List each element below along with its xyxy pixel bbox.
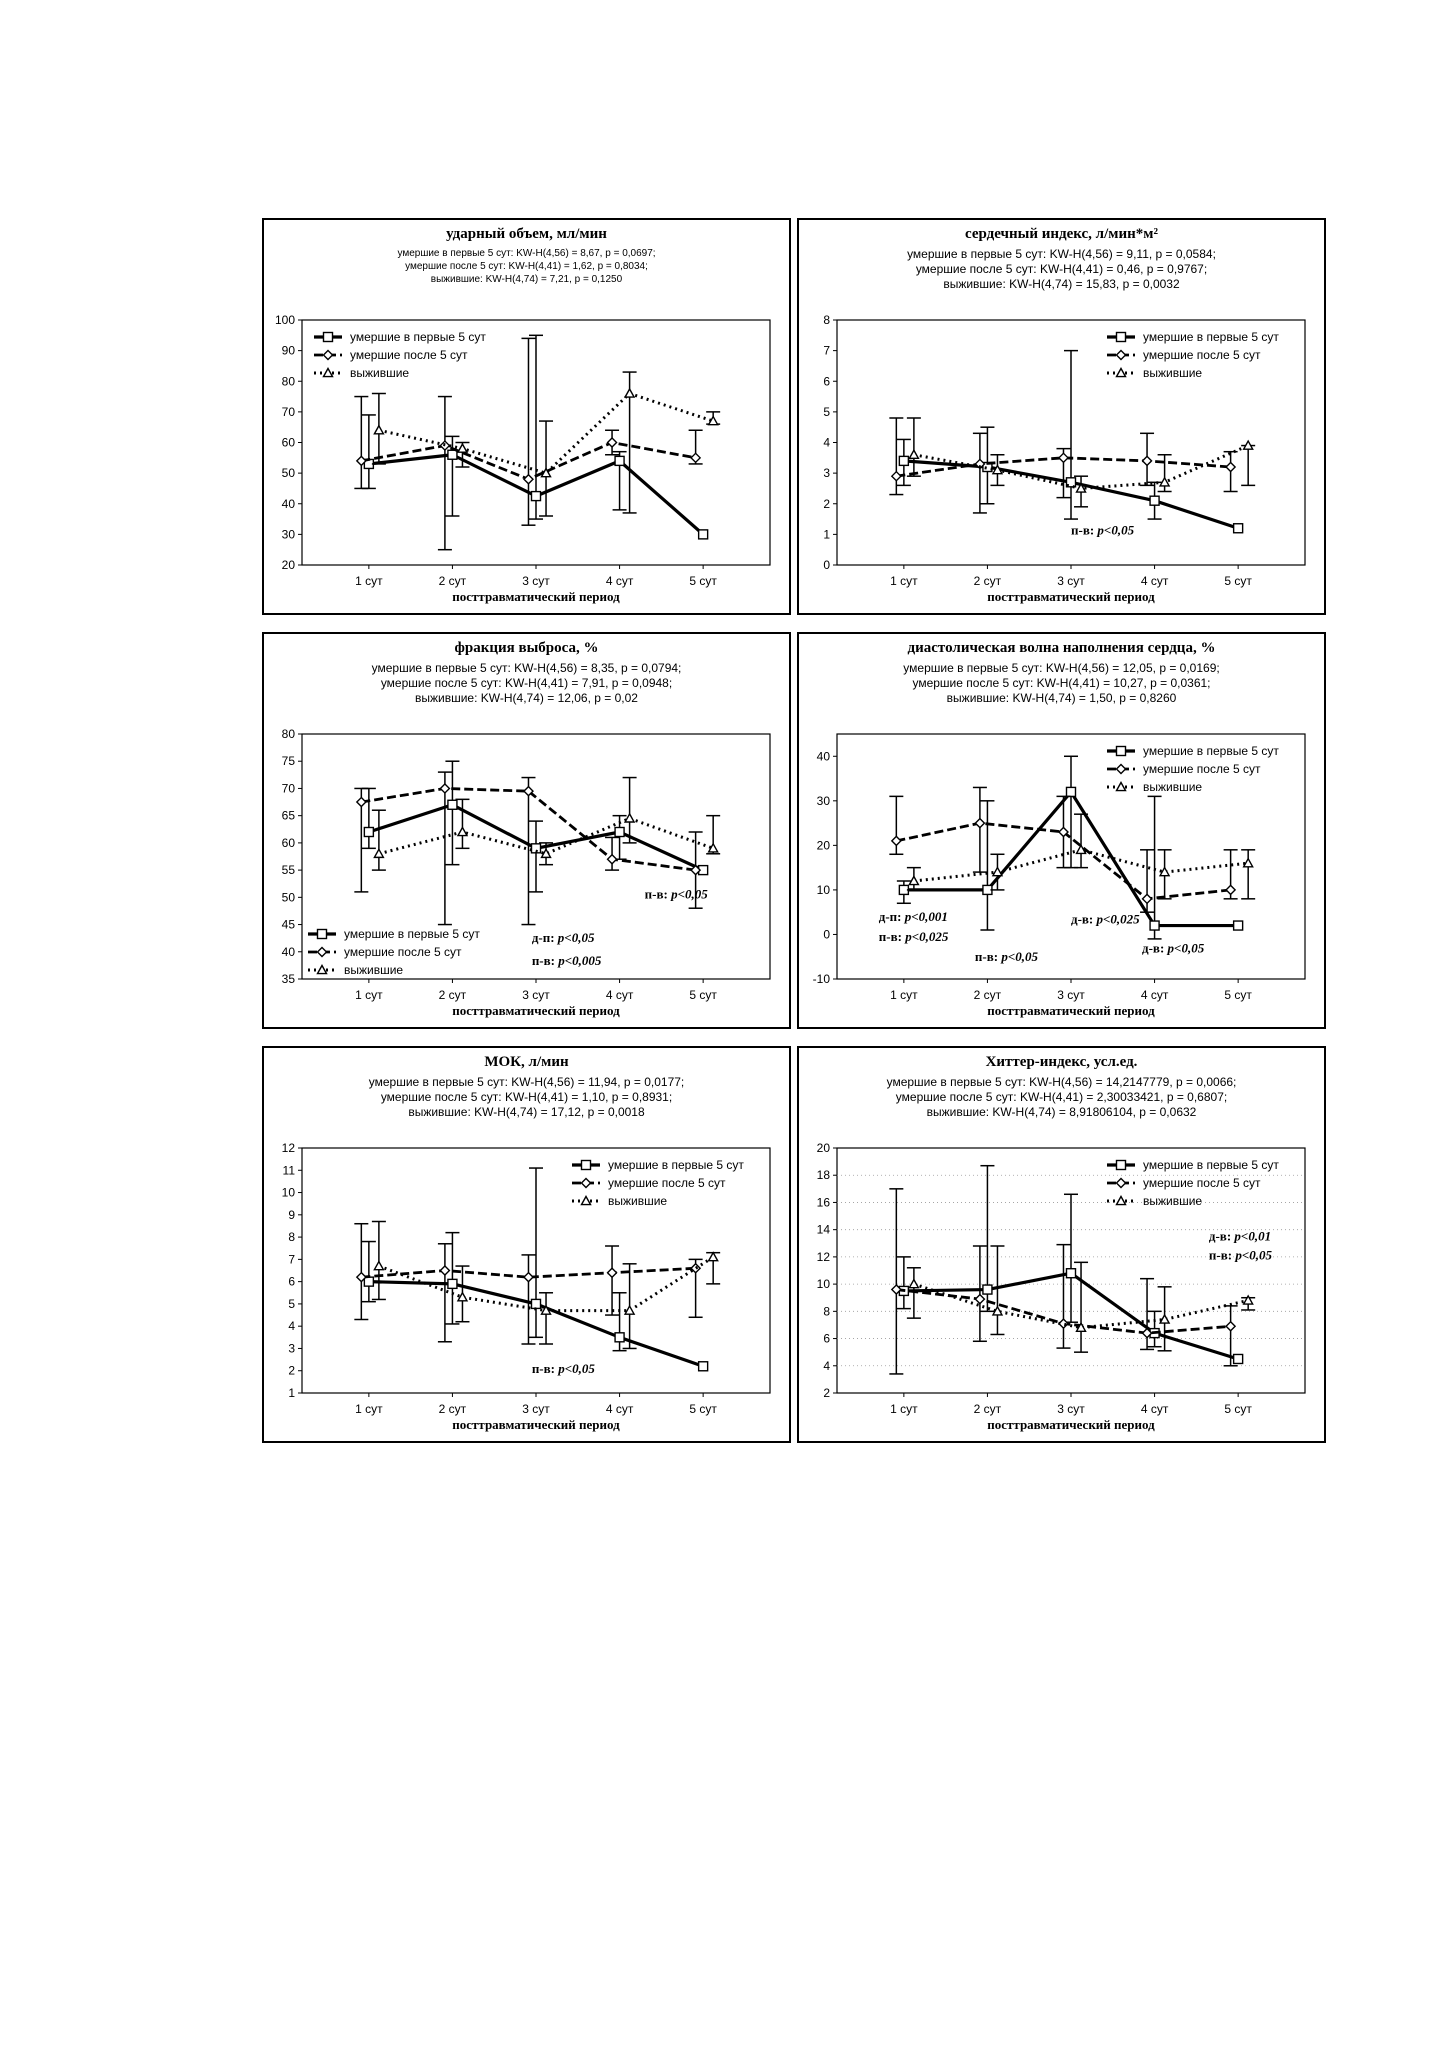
legend-swatch-marker <box>582 1161 591 1170</box>
legend-label: выжившие <box>1143 1194 1203 1208</box>
data-point <box>1226 463 1235 472</box>
chart-title: Хиттер-индекс, усл.ед. <box>985 1054 1138 1070</box>
x-axis-label: посттравматический период <box>452 1003 620 1018</box>
y-tick-label: 0 <box>823 927 830 942</box>
annotation-prefix: д-п: <box>531 929 558 945</box>
legend-swatch-marker <box>1117 351 1126 360</box>
legend-label: умершие в первые 5 сут <box>1143 330 1279 344</box>
stats-line: умершие после 5 сут: KW-H(4,41) = 2,30033421, p = 0,6807; <box>895 1090 1228 1104</box>
data-point <box>699 530 708 539</box>
chart-panel-diastolic-wave <box>797 632 1326 1029</box>
data-point <box>458 828 467 836</box>
series-survived <box>372 372 720 516</box>
y-tick-label: 45 <box>281 917 295 932</box>
data-point <box>1234 1354 1243 1363</box>
series-died-late <box>889 787 1237 912</box>
legend <box>1107 744 1279 794</box>
significance-annotation <box>1209 1229 1271 1244</box>
data-point <box>374 1262 383 1270</box>
series-survived <box>372 778 720 871</box>
data-point <box>909 450 918 458</box>
annotation-pvalue: p<0,001 <box>904 909 948 925</box>
chart-stats <box>799 1075 1324 1120</box>
data-point <box>983 1285 992 1294</box>
stats-line: умершие после 5 сут: KW-H(4,41) = 1,10, p = 0,8931; <box>380 1090 673 1104</box>
data-point <box>691 453 700 462</box>
data-point <box>625 1306 634 1314</box>
data-point <box>1143 894 1152 903</box>
y-tick-label: 20 <box>816 838 830 853</box>
y-tick-label: 50 <box>281 890 295 905</box>
stats-line: умершие в первые 5 сут: KW-H(4,56) = 8,67, p = 0,0697; <box>397 248 656 259</box>
annotation-prefix: п-в: <box>531 952 559 968</box>
legend-swatch-marker <box>1117 765 1126 774</box>
y-tick-label: 2 <box>288 1363 295 1378</box>
legend-swatch-marker <box>1117 1179 1126 1188</box>
chart-stats <box>264 661 789 706</box>
legend-swatch-marker <box>582 1197 591 1205</box>
x-tick-label: 5 сут <box>689 988 717 1002</box>
stats-line: выжившие: KW-H(4,74) = 8,91806104, p = 0,0632 <box>926 1105 1197 1119</box>
x-tick-label: 4 сут <box>605 574 634 588</box>
significance-annotation <box>879 929 949 944</box>
data-point <box>975 819 984 828</box>
series-died-early <box>362 761 708 892</box>
y-tick-label: 9 <box>288 1207 295 1222</box>
data-point <box>524 1273 533 1282</box>
legend-label: выжившие <box>350 366 410 380</box>
y-tick-label: 7 <box>823 343 830 358</box>
data-point <box>1234 921 1243 930</box>
x-tick-label: 5 сут <box>689 1402 717 1416</box>
y-tick-label: 12 <box>281 1141 295 1155</box>
significance-annotation <box>879 909 948 924</box>
data-point <box>440 1266 449 1275</box>
x-tick-label: 1 сут <box>890 1402 918 1416</box>
legend <box>308 927 480 977</box>
series-survived <box>907 1246 1255 1352</box>
x-tick-label: 4 сут <box>1140 988 1169 1002</box>
y-tick-label: 20 <box>816 1141 830 1155</box>
data-point <box>448 1279 457 1288</box>
y-tick-label: 55 <box>281 863 295 878</box>
stats-line: выжившие: KW-H(4,74) = 15,83, p = 0,0032 <box>943 277 1180 291</box>
y-tick-label: 70 <box>281 781 295 796</box>
series-died-late <box>889 1189 1237 1374</box>
chart-title: ударный объем, мл/мин <box>446 226 607 242</box>
series-died-late <box>889 418 1237 513</box>
legend-label: умершие после 5 сут <box>1143 762 1261 776</box>
stats-line: умершие в первые 5 сут: KW-H(4,56) = 11,94, p = 0,0177; <box>368 1075 685 1089</box>
y-tick-label: 8 <box>823 1304 830 1319</box>
y-tick-label: 5 <box>823 404 830 419</box>
data-point <box>374 849 383 857</box>
data-point <box>364 1277 373 1286</box>
x-tick-label: 3 сут <box>1057 1402 1085 1416</box>
data-point <box>532 492 541 501</box>
annotation-pvalue: p<0,05 <box>1235 1247 1272 1263</box>
annotation-pvalue: p<0,025 <box>905 929 949 945</box>
x-tick-label: 4 сут <box>605 1402 634 1416</box>
y-tick-label: 4 <box>823 1358 830 1373</box>
y-tick-label: 5 <box>288 1296 295 1311</box>
annotation-pvalue: p<0,05 <box>557 929 595 945</box>
annotation-prefix: п-в: <box>1071 522 1098 538</box>
y-tick-label: 6 <box>823 1331 830 1346</box>
data-point <box>975 1295 984 1304</box>
legend <box>1107 1158 1279 1208</box>
y-tick-label: 80 <box>281 727 295 741</box>
data-point <box>615 456 624 465</box>
annotation-pvalue: p<0,05 <box>671 886 708 902</box>
y-tick-label: 75 <box>281 754 295 769</box>
data-point <box>608 438 617 447</box>
annotation-pvalue: p<0,05 <box>558 1360 595 1376</box>
data-point <box>1226 1322 1235 1331</box>
significance-annotation <box>532 1361 596 1376</box>
y-tick-label: 2 <box>823 1386 830 1400</box>
series-survived <box>372 1222 720 1349</box>
chart-stats <box>264 247 789 286</box>
significance-annotation <box>532 953 602 968</box>
series-survived <box>907 814 1255 899</box>
data-point <box>458 444 467 452</box>
data-point <box>524 475 533 484</box>
x-tick-label: 3 сут <box>522 1402 550 1416</box>
significance-annotation <box>1142 940 1205 955</box>
y-tick-label: 7 <box>288 1252 295 1267</box>
legend-label: умершие после 5 сут <box>344 945 462 959</box>
data-point <box>532 1299 541 1308</box>
y-tick-label: 20 <box>281 558 295 572</box>
x-tick-label: 1 сут <box>890 574 918 588</box>
y-tick-label: 90 <box>281 343 295 358</box>
y-tick-label: 10 <box>816 882 830 897</box>
stats-line: выжившие: KW-H(4,74) = 17,12, p = 0,0018 <box>408 1105 645 1119</box>
x-tick-label: 5 сут <box>1224 1402 1252 1416</box>
chart-stats <box>799 247 1324 292</box>
legend-label: выжившие <box>344 963 404 977</box>
y-tick-label: 1 <box>823 527 830 542</box>
legend <box>572 1158 744 1208</box>
y-tick-label: 50 <box>281 466 295 481</box>
data-point <box>892 836 901 845</box>
x-tick-label: 3 сут <box>1057 988 1085 1002</box>
x-tick-label: 2 сут <box>438 574 467 588</box>
data-point <box>1234 524 1243 533</box>
legend-label: умершие после 5 сут <box>1143 1176 1261 1190</box>
x-tick-label: 2 сут <box>973 574 1002 588</box>
x-axis-label: посттравматический период <box>987 1003 1155 1018</box>
y-tick-label: -10 <box>812 972 830 986</box>
legend-swatch-marker <box>324 351 333 360</box>
legend-label: выжившие <box>1143 366 1203 380</box>
stats-line: выжившие: KW-H(4,74) = 1,50, p = 0,8260 <box>946 691 1177 705</box>
x-tick-label: 2 сут <box>438 1402 467 1416</box>
y-tick-label: 8 <box>288 1230 295 1245</box>
x-tick-label: 1 сут <box>355 988 383 1002</box>
legend-label: умершие после 5 сут <box>350 348 468 362</box>
chart-panel-stroke-volume <box>262 218 791 615</box>
data-point <box>615 828 624 837</box>
x-axis-label: посттравматический период <box>987 1417 1155 1432</box>
data-point <box>448 800 457 809</box>
annotation-pvalue: p<0,05 <box>1097 522 1135 538</box>
x-tick-label: 3 сут <box>522 988 550 1002</box>
significance-annotation <box>1209 1248 1273 1263</box>
series-died-late <box>354 772 702 924</box>
series-survived <box>907 418 1255 507</box>
data-point <box>364 828 373 837</box>
annotation-prefix: п-в: <box>531 1360 559 1376</box>
y-tick-label: 6 <box>823 374 830 389</box>
y-tick-label: 65 <box>281 808 295 823</box>
x-tick-label: 4 сут <box>1140 1402 1169 1416</box>
legend-swatch-marker <box>1117 783 1126 791</box>
x-tick-label: 3 сут <box>522 574 550 588</box>
legend-swatch-marker <box>318 966 327 974</box>
y-tick-label: 4 <box>288 1319 295 1334</box>
data-point <box>608 855 617 864</box>
data-point <box>709 1253 718 1261</box>
significance-annotation <box>532 930 595 945</box>
stats-line: умершие после 5 сут: KW-H(4,41) = 0,46, p = 0,9767; <box>915 262 1208 276</box>
y-tick-label: 14 <box>816 1222 830 1237</box>
x-tick-label: 3 сут <box>1057 574 1085 588</box>
y-tick-label: 3 <box>288 1341 295 1356</box>
annotation-pvalue: p<0,01 <box>1234 1228 1272 1244</box>
stats-line: умершие в первые 5 сут: KW-H(4,56) = 12,05, p = 0,0169; <box>903 661 1220 675</box>
chart-panel-hitter-index <box>797 1046 1326 1443</box>
y-tick-label: 6 <box>288 1274 295 1289</box>
data-point <box>1067 1269 1076 1278</box>
y-tick-label: 4 <box>823 435 830 450</box>
y-tick-label: 11 <box>282 1163 295 1178</box>
data-point <box>1059 453 1068 462</box>
legend-swatch-marker <box>324 369 333 377</box>
y-tick-label: 40 <box>816 749 830 764</box>
y-tick-label: 10 <box>816 1277 830 1292</box>
data-point <box>357 798 366 807</box>
chart-title: сердечный индекс, л/мин*м² <box>965 226 1158 242</box>
annotation-prefix: д-в: <box>1071 911 1097 927</box>
y-tick-label: 16 <box>816 1195 830 1210</box>
series-died-early <box>362 335 708 539</box>
y-tick-label: 40 <box>281 496 295 511</box>
significance-annotation <box>975 949 1039 964</box>
data-point <box>615 1333 624 1342</box>
chart-title: МОК, л/мин <box>484 1054 569 1070</box>
legend-label: умершие после 5 сут <box>608 1176 726 1190</box>
legend-swatch-marker <box>324 333 333 342</box>
y-tick-label: 60 <box>281 835 295 850</box>
x-tick-label: 4 сут <box>1140 574 1169 588</box>
data-point <box>1150 496 1159 505</box>
x-axis-label: посттравматический период <box>452 589 620 604</box>
y-tick-label: 12 <box>816 1249 830 1264</box>
y-tick-label: 10 <box>281 1185 295 1200</box>
annotation-pvalue: p<0,025 <box>1096 911 1140 927</box>
data-point <box>1143 456 1152 465</box>
data-point <box>699 1362 708 1371</box>
x-tick-label: 1 сут <box>355 574 383 588</box>
data-point <box>909 1280 918 1288</box>
y-tick-label: 18 <box>816 1168 830 1183</box>
legend-swatch-marker <box>1117 747 1126 756</box>
data-point <box>993 868 1002 876</box>
y-tick-label: 30 <box>816 793 830 808</box>
legend-label: умершие в первые 5 сут <box>1143 1158 1279 1172</box>
stats-line: выжившие: KW-H(4,74) = 7,21, p = 0,1250 <box>430 274 623 285</box>
y-tick-label: 100 <box>274 313 295 327</box>
data-point <box>458 1293 467 1301</box>
chart-panel-ejection-fraction <box>262 632 791 1029</box>
data-point <box>1067 787 1076 796</box>
data-point <box>1150 921 1159 930</box>
annotation-prefix: п-в: <box>1208 1247 1236 1263</box>
x-axis-label: посттравматический период <box>987 589 1155 604</box>
x-tick-label: 5 сут <box>689 574 717 588</box>
legend-swatch-marker <box>318 948 327 957</box>
stats-line: умершие после 5 сут: KW-H(4,41) = 7,91, p = 0,0948; <box>380 676 673 690</box>
x-tick-label: 2 сут <box>973 1402 1002 1416</box>
data-point <box>899 456 908 465</box>
annotation-pvalue: p<0,05 <box>1167 940 1205 956</box>
y-tick-label: 1 <box>288 1386 295 1400</box>
significance-annotation <box>1071 911 1140 926</box>
y-tick-label: 40 <box>281 944 295 959</box>
x-tick-label: 1 сут <box>890 988 918 1002</box>
legend-swatch-marker <box>1117 1161 1126 1170</box>
legend-swatch-marker <box>318 930 327 939</box>
stats-line: умершие в первые 5 сут: KW-H(4,56) = 8,35, p = 0,0794; <box>371 661 682 675</box>
stats-line: умершие после 5 сут: KW-H(4,41) = 10,27, p = 0,0361; <box>912 676 1211 690</box>
stats-line: выжившие: KW-H(4,74) = 12,06, p = 0,02 <box>415 691 638 705</box>
legend-swatch-marker <box>582 1179 591 1188</box>
annotation-prefix: п-в: <box>974 949 1002 965</box>
legend-swatch-marker <box>1117 333 1126 342</box>
chart-title: фракция выброса, % <box>454 640 599 656</box>
data-point <box>448 450 457 459</box>
annotation-pvalue: p<0,05 <box>1001 949 1038 965</box>
x-tick-label: 1 сут <box>355 1402 383 1416</box>
y-tick-label: 8 <box>823 313 830 327</box>
data-point <box>1226 885 1235 894</box>
x-tick-label: 2 сут <box>438 988 467 1002</box>
chart-panel-cardiac-index <box>797 218 1326 615</box>
chart-stats <box>264 1075 789 1120</box>
x-tick-label: 2 сут <box>973 988 1002 1002</box>
x-axis-label: посттравматический период <box>452 1417 620 1432</box>
x-tick-label: 5 сут <box>1224 988 1252 1002</box>
legend <box>314 330 486 380</box>
data-point <box>374 426 383 434</box>
y-tick-label: 30 <box>281 527 295 542</box>
legend-label: выжившие <box>608 1194 668 1208</box>
legend-label: умершие в первые 5 сут <box>608 1158 744 1172</box>
legend-swatch-marker <box>1117 1197 1126 1205</box>
stats-line: умершие в первые 5 сут: KW-H(4,56) = 9,11, p = 0,0584; <box>907 247 1216 261</box>
chart-panel-mok <box>262 1046 791 1443</box>
legend-label: умершие после 5 сут <box>1143 348 1261 362</box>
stats-line: умершие в первые 5 сут: KW-H(4,56) = 14,2147779, p = 0,0066; <box>886 1075 1237 1089</box>
y-tick-label: 0 <box>823 558 830 572</box>
y-tick-label: 2 <box>823 496 830 511</box>
legend-swatch-marker <box>1117 369 1126 377</box>
legend-label: выжившие <box>1143 780 1203 794</box>
legend <box>1107 330 1279 380</box>
data-point <box>608 1268 617 1277</box>
y-tick-label: 3 <box>823 466 830 481</box>
annotation-pvalue: p<0,005 <box>558 952 602 968</box>
annotation-prefix: д-в: <box>1208 1228 1235 1244</box>
annotation-prefix: п-в: <box>878 929 906 945</box>
data-point <box>440 784 449 793</box>
data-point <box>892 472 901 481</box>
legend-label: умершие в первые 5 сут <box>344 927 480 941</box>
y-tick-label: 35 <box>281 972 295 986</box>
annotation-prefix: п-в: <box>644 886 672 902</box>
data-point <box>625 389 634 397</box>
y-tick-label: 70 <box>281 404 295 419</box>
x-tick-label: 5 сут <box>1224 574 1252 588</box>
significance-annotation <box>645 886 709 901</box>
chart-title: диастолическая волна наполнения сердца, % <box>907 640 1216 656</box>
annotation-prefix: д-п: <box>878 909 905 925</box>
x-tick-label: 4 сут <box>605 988 634 1002</box>
stats-line: умершие после 5 сут: KW-H(4,41) = 1,62, p = 0,8034; <box>405 261 648 272</box>
legend-label: умершие в первые 5 сут <box>350 330 486 344</box>
legend-label: умершие в первые 5 сут <box>1143 744 1279 758</box>
y-tick-label: 80 <box>281 374 295 389</box>
annotation-prefix: д-в: <box>1142 940 1168 956</box>
chart-stats <box>799 661 1324 706</box>
y-tick-label: 60 <box>281 435 295 450</box>
significance-annotation <box>1071 522 1135 537</box>
